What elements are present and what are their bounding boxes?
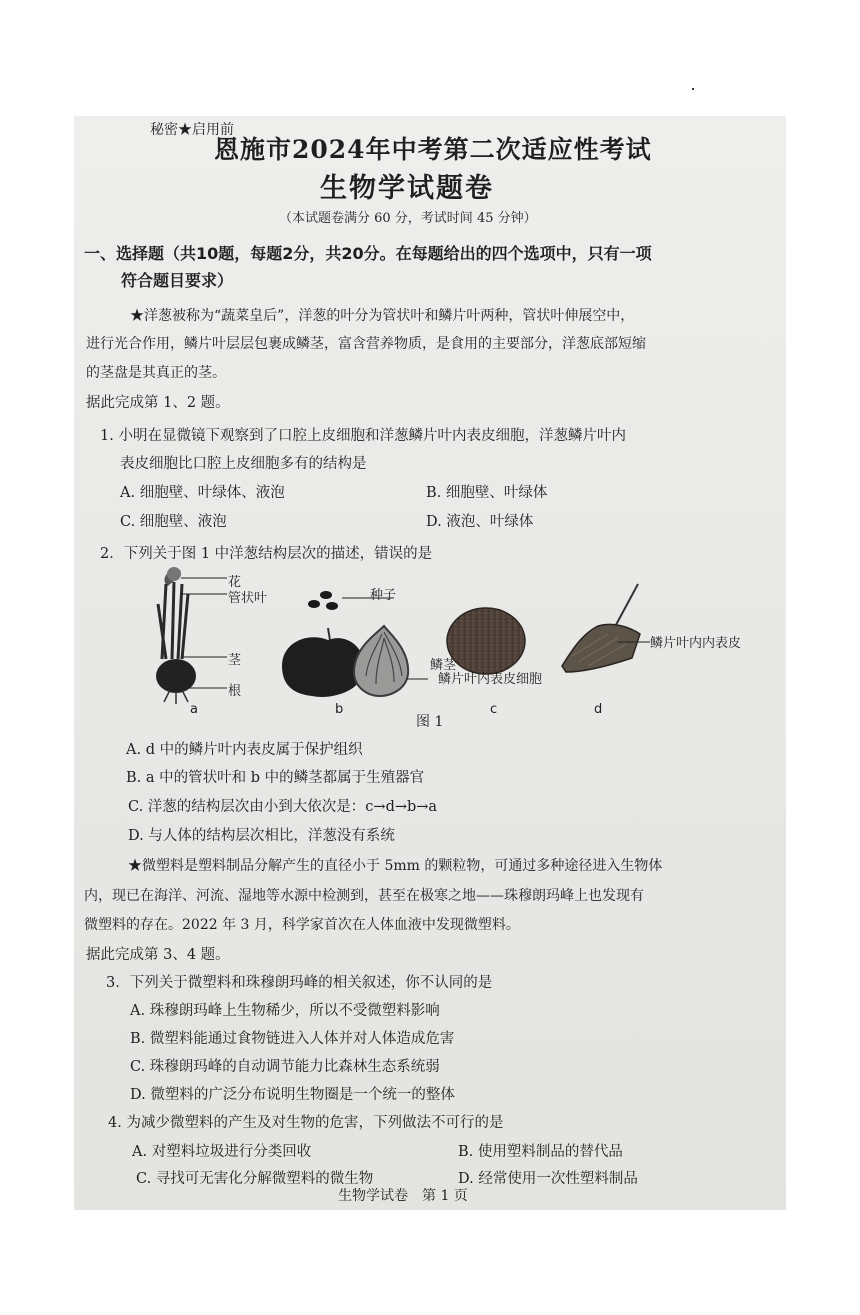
section-heading-line2: 符合题目要求） <box>121 271 234 290</box>
q2-option-a: A. d 中的鳞片叶内表皮属于保护组织 <box>126 742 363 758</box>
scale-leaf-epidermis-image <box>558 582 658 678</box>
q2-option-d: D. 与人体的结构层次相比，洋葱没有系统 <box>128 828 395 844</box>
page-footer: 生物学试卷 第 1 页 <box>338 1188 468 1204</box>
q3-option-a: A. 珠穆朗玛峰上生物稀少，所以不受微塑料影响 <box>130 1003 440 1019</box>
q3-option-b: B. 微塑料能通过食物链进入人体并对人体造成危害 <box>130 1031 455 1047</box>
q4-option-d: D. 经常使用一次性塑料制品 <box>458 1171 638 1187</box>
passage2-line1: ★微塑料是塑料制品分解产生的直径小于 5mm 的颗粒物，可通过多种途径进入生物体 <box>128 858 663 874</box>
q1-option-b: B. 细胞壁、叶绿体 <box>426 485 548 501</box>
q1-stem-line1: 1. 小明在显微镜下观察到了口腔上皮细胞和洋葱鳞片叶内表皮细胞，洋葱鳞片叶内 <box>100 428 626 444</box>
sublabel-c: c <box>490 702 498 717</box>
label-tube-leaf: 管状叶 <box>228 591 268 606</box>
confidentiality-mark: 秘密★启用前 <box>150 122 234 138</box>
label-epidermal-cells: 鳞片叶内表皮细胞 <box>438 672 543 687</box>
passage1-instruction: 据此完成第 1、2 题。 <box>86 395 230 411</box>
q4-option-c: C. 寻找可无害化分解微塑料的微生物 <box>136 1171 374 1187</box>
q4-option-a: A. 对塑料垃圾进行分类回收 <box>132 1144 312 1160</box>
q1-option-c: C. 细胞壁、液泡 <box>120 514 227 530</box>
epidermal-cells-image <box>444 606 528 676</box>
passage2-instruction: 据此完成第 3、4 题。 <box>86 947 230 963</box>
label-epidermis: 鳞片叶内内表皮 <box>650 636 742 651</box>
q2-option-b: B. a 中的管状叶和 b 中的鳞茎都属于生殖器官 <box>126 770 425 786</box>
q2-option-c: C. 洋葱的结构层次由小到大依次是：c→d→b→a <box>128 799 438 815</box>
q4-option-b: B. 使用塑料制品的替代品 <box>458 1144 623 1160</box>
passage1-line3: 的茎盘是其真正的茎。 <box>86 365 226 381</box>
figure-caption: 图 1 <box>416 714 444 730</box>
exam-subtitle: 生物学试题卷 <box>320 173 494 204</box>
q1-stem-line2: 表皮细胞比口腔上皮细胞多有的结构是 <box>120 456 367 472</box>
exam-note: （本试题卷满分 60 分，考试时间 45 分钟） <box>279 211 537 226</box>
q3-stem: 3．下列关于微塑料和珠穆朗玛峰的相关叙述，你不认同的是 <box>106 975 493 991</box>
q4-stem: 4. 为减少微塑料的产生及对生物的危害，下列做法不可行的是 <box>108 1115 504 1131</box>
label-bulb: 鳞茎 <box>430 658 457 673</box>
passage2-line3: 微塑料的存在。2022 年 3 月，科学家首次在人体血液中发现微塑料。 <box>84 917 520 933</box>
sublabel-b: b <box>335 702 344 717</box>
figure-1 <box>74 116 786 756</box>
label-seed: 种子 <box>370 588 397 603</box>
label-stem: 茎 <box>228 653 242 668</box>
passage2-line2: 内，现已在海洋、河流、湿地等水源中检测到，甚至在极寒之地——珠穆朗玛峰上也发现有 <box>84 888 644 904</box>
q2-stem: 2．下列关于图 1 中洋葱结构层次的描述，错误的是 <box>100 546 433 562</box>
section-heading-line1: 一、选择题（共10题，每题2分，共20分。在每题给出的四个选项中，只有一项 <box>84 244 652 263</box>
q1-option-a: A. 细胞壁、叶绿体、液泡 <box>120 485 285 501</box>
scan-speck <box>692 88 694 90</box>
sublabel-d: d <box>594 702 603 717</box>
sublabel-a: a <box>190 702 198 717</box>
q1-option-d: D. 液泡、叶绿体 <box>426 514 534 530</box>
passage1-line2: 进行光合作用，鳞片叶层层包裹成鳞茎，富含营养物质，是食用的主要部分，洋葱底部短缩 <box>86 336 646 352</box>
onion-bulbs-image <box>272 624 432 704</box>
label-flower: 花 <box>228 575 242 590</box>
q3-option-d: D. 微塑料的广泛分布说明生物圈是一个统一的整体 <box>130 1087 455 1103</box>
exam-title: 恩施市2024年中考第二次适应性考试 <box>214 135 652 164</box>
pointer-lines-a <box>179 571 229 701</box>
label-root: 根 <box>228 684 242 699</box>
passage1-line1: ★洋葱被称为“蔬菜皇后”，洋葱的叶分为管状叶和鳞片叶两种，管状叶伸展空中， <box>130 308 635 324</box>
exam-paper <box>74 116 786 1210</box>
q3-option-c: C. 珠穆朗玛峰的自动调节能力比森林生态系统弱 <box>130 1059 440 1075</box>
